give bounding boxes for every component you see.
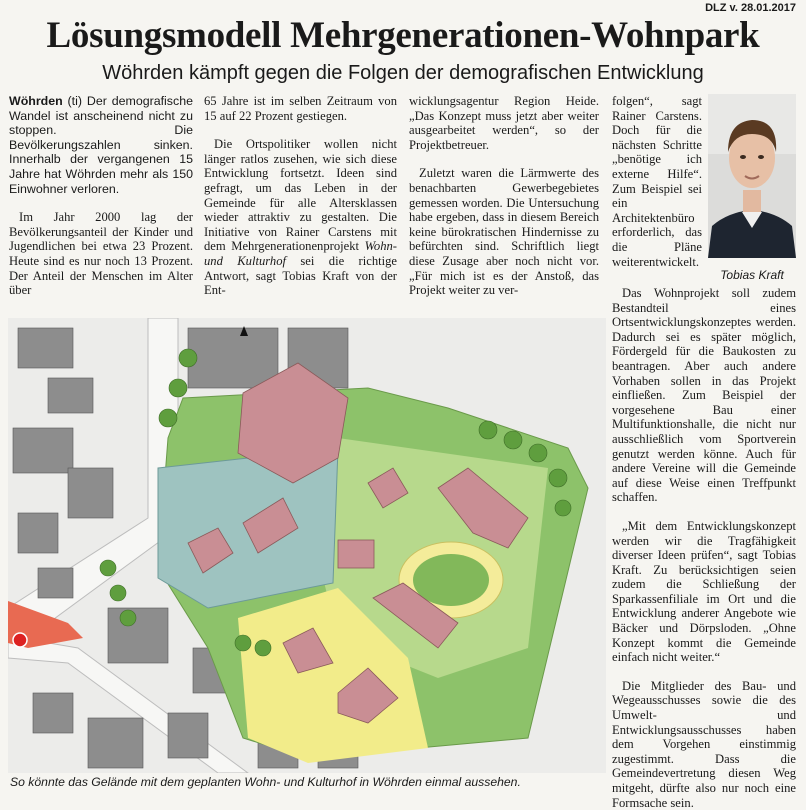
dateline: Wöhrden [9,94,63,108]
site-plan-map [8,318,606,773]
article-column-3 [409,94,599,298]
article-column-4 [612,286,796,810]
paragraph: wicklungsagentur Region Heide. „Das Konzept muss jetzt aber weiter ausgearbeitet werden“, so der Projektbetreuer. [409,94,599,152]
subheadline: Wöhrden kämpft gegen die Folgen der demografischen Entwicklung [102,62,704,84]
source-stamp: DLZ v. 28.01.2017 [705,2,796,14]
paragraph: Das Wohnprojekt soll zudem Bestandteil eines Ortsentwicklungskonzeptes werden. Dadurch sei es später möglich, Fördergeld für die Baukosten zu beantragen. Aber auch andere Vorhaben sollen in das Projekt einfließen. Zum Beispiel der vorgesehene Bau einer Multifunktionshalle, die nicht nur ausschließlich vom Sportverein genutzt werden könne. Auch für andere Vereine will die Gemeinde auf diese Weise einen Treffpunkt schaffen. [612,286,796,505]
portrait-photo-image [708,94,796,258]
paragraph: 65 Jahre ist im selben Zeitraum von 15 auf 22 Prozent gestiegen. [204,94,397,123]
article-column-2 [204,94,397,298]
red-marker-icon [13,633,27,647]
text-run: Die Ortspolitiker wollen nicht länger ratlos zusehen, wie sich diese Entwicklung fortsetzt. Ideen sind gefragt, um das Leben in der Gemeinde für alle Altersklassen wieder attraktiv zu gestalten. Die Initiative von Rainer Carstens mit dem Mehrgenerationenprojekt [204,137,397,254]
article-column-1 [9,94,193,298]
project-name: Wohn- und Kulturhof [204,239,397,268]
paragraph: folgen“, sagt Rainer Carstens. Doch für die nächsten Schritte „benötige ich externe Hilfe“. Zum Beispiel sei ein Architektenbüro erforderlich, das die Pläne weiterentwickelt. [612,94,702,269]
headline: Lösungsmodell Mehrgenerationen-Wohnpark [46,15,760,56]
article-column-4-top [612,94,702,269]
lead-text: Der demografische Wandel ist anscheinend nicht zu stoppen. Die Bevölkerungszahlen sinken. Innerhalb der vergangenen 15 Jahre hat Wöhrden mehr als 150 Einwohner verloren. [9,94,193,196]
portrait-photo [708,94,796,258]
site-plan-illustration [8,318,606,773]
photo-caption: Tobias Kraft [720,268,784,282]
paragraph: Im Jahr 2000 lag der Bevölkerungsanteil der Kinder und Jugendlichen bei etwa 23 Prozent. Heute sind es nur noch 13 Prozent. Der Anteil der Menschen im Alter über [9,210,193,298]
map-caption: So könnte das Gelände mit dem geplanten Wohn- und Kulturhof in Wöhrden einmal aussehen. [10,775,521,789]
text-run: sei die richtige Antwort, sagt Tobias Kraft von der Ent- [204,253,397,298]
paragraph: „Mit dem Entwicklungskonzept werden wir die Tragfähigkeit diverser Ideen prüfen“, sagt Tobias Kraft. Zu berücksichtigen seien zudem die Schließung der Sparkassenfiliale im Ort und die Entwicklung anderer Angebote wie Bäcker und Dörpsloden. „Ohne Konzept kommt die Gemeinde einfach nicht weiter.“ [612,518,796,665]
lead-paragraph [9,94,193,196]
dateline-tag: (ti) [62,94,87,108]
paragraph [204,137,397,298]
paragraph: Zuletzt waren die Lärmwerte des benachbarten Gewerbegebietes gemessen worden. Die Untersuchung habe ergeben, dass in diesem Bereich keine bürokratischen Hindernisse zu befürchten sind. Schriftlich liegt diese Zusage aber noch nicht vor. „Für mich ist es der Anstoß, das Projekt weiter zu ver- [409,166,599,298]
paragraph: Die Mitglieder des Bau- und Wegeausschusses sowie die des Umwelt- und Entwicklungsausschusses haben dem Vorgehen einstimmig zugestimmt. Dass die Gemeindevertretung diesen Weg mitgeht, dürfte also nur noch eine Formsache sein. [612,678,796,810]
